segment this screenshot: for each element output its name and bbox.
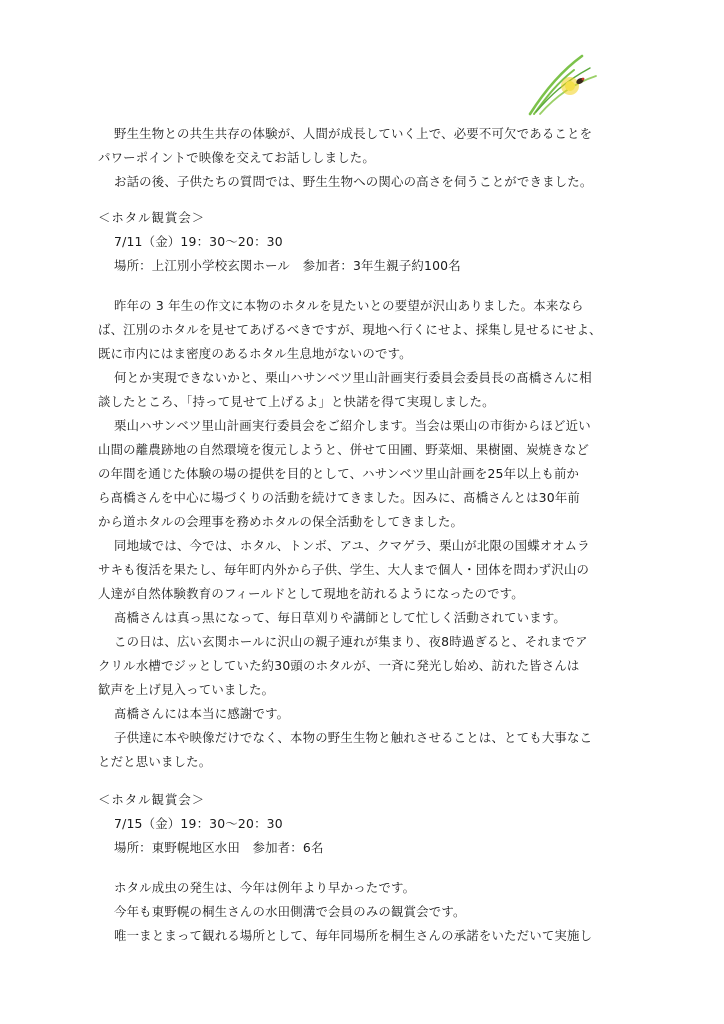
body-text: とだと思いました。 — [98, 754, 212, 769]
body-text: 同地域では、今では、ホタル、トンボ、アユ、クマゲラ、栗山が北限の国蝶オオムラ — [114, 538, 590, 553]
section-heading: ＜ホタル観賞会＞ — [98, 210, 206, 225]
body-text: の年間を通じた体験の場の提供を目的として、ハサンベツ里山計画を25年以上も前か — [98, 466, 580, 481]
body-text: ば、江別のホタルを見せてあげるべきですが、現地へ行くにせよ、採集し見せるにせよ、 — [98, 322, 602, 337]
body-text: この日は、広い玄関ホールに沢山の親子連れが集まり、夜8時過ぎると、それまでア — [114, 634, 588, 649]
body-text: 既に市内にはま密度のあるホタル生息地がないのです。 — [98, 346, 412, 361]
body-text: 人達が自然体験教育のフィールドとして現地を訪れるようになったのです。 — [98, 586, 524, 601]
event-date: 7/11（金）19：30～20：30 — [114, 234, 283, 249]
event-date: 7/15（金）19：30～20：30 — [114, 816, 283, 831]
body-text: 髙橋さんは真っ黒になって、毎日草刈りや講師として忙しく活動されています。 — [114, 610, 567, 625]
body-text: クリル水槽でジッとしていた約30頭のホタルが、一斉に発光し始め、訪れた皆さんは — [98, 658, 580, 673]
body-text: 今年も東野幌の桐生さんの水田側溝で会員のみの観賞会です。 — [114, 904, 466, 919]
body-text: 昨年の 3 年生の作文に本物のホタルを見たいとの要望が沢山ありました。本来なら — [114, 298, 584, 313]
firefly-icon — [561, 77, 585, 95]
body-text: 談したところ、「持って見せて上げるよ」と快諾を得て実現しました。 — [98, 394, 495, 409]
body-text: 何とか実現できないかと、栗山ハサンベツ里山計画実行委員会委員長の髙橋さんに相 — [114, 370, 592, 385]
body-text: から道ホタルの会理事を務めホタルの保全活動をしてきました。 — [98, 514, 464, 529]
body-text: ホタル成虫の発生は、今年は例年より早かったです。 — [114, 880, 416, 895]
body-text: パワーポイントで映像を交えてお話ししました。 — [98, 150, 375, 165]
body-text: 野生生物との共生共存の体験が、人間が成長していく上で、必要不可欠であることを — [114, 126, 593, 141]
body-text: ら髙橋さんを中心に場づくりの活動を続けてきました。因みに、髙橋さんとは30年前 — [98, 490, 581, 505]
body-text: お話の後、子供たちの質問では、野生生物への関心の高さを伺うことができました。 — [114, 174, 593, 189]
event-place: 場所：上江別小学校玄関ホール 参加者：3年生親子約100名 — [114, 258, 461, 273]
section-heading: ＜ホタル観賞会＞ — [98, 792, 206, 807]
event-place: 場所：東野幌地区水田 参加者：6名 — [114, 840, 324, 855]
firefly-grass-illustration — [524, 48, 608, 116]
body-text: サキも復活を果たし、毎年町内外から子供、学生、大人まで個人・団体を問わず沢山の — [98, 562, 590, 577]
body-text: 栗山ハサンベツ里山計画実行委員会をご紹介します。当会は栗山の市街からほど近い — [114, 418, 591, 433]
body-text: 歓声を上げ見入っていました。 — [98, 682, 275, 697]
body-text: 山間の離農跡地の自然環境を復元しようと、併せて田圃、野菜畑、果樹園、炭焼きなど — [98, 442, 590, 457]
body-text: 髙橋さんには本当に感謝です。 — [114, 706, 290, 721]
body-text: 唯一まとまって観れる場所として、毎年同場所を桐生さんの承諾をいただいて実施し — [114, 928, 593, 943]
body-text: 子供達に本や映像だけでなく、本物の野生生物と触れさせることは、とても大事なこ — [114, 730, 593, 745]
